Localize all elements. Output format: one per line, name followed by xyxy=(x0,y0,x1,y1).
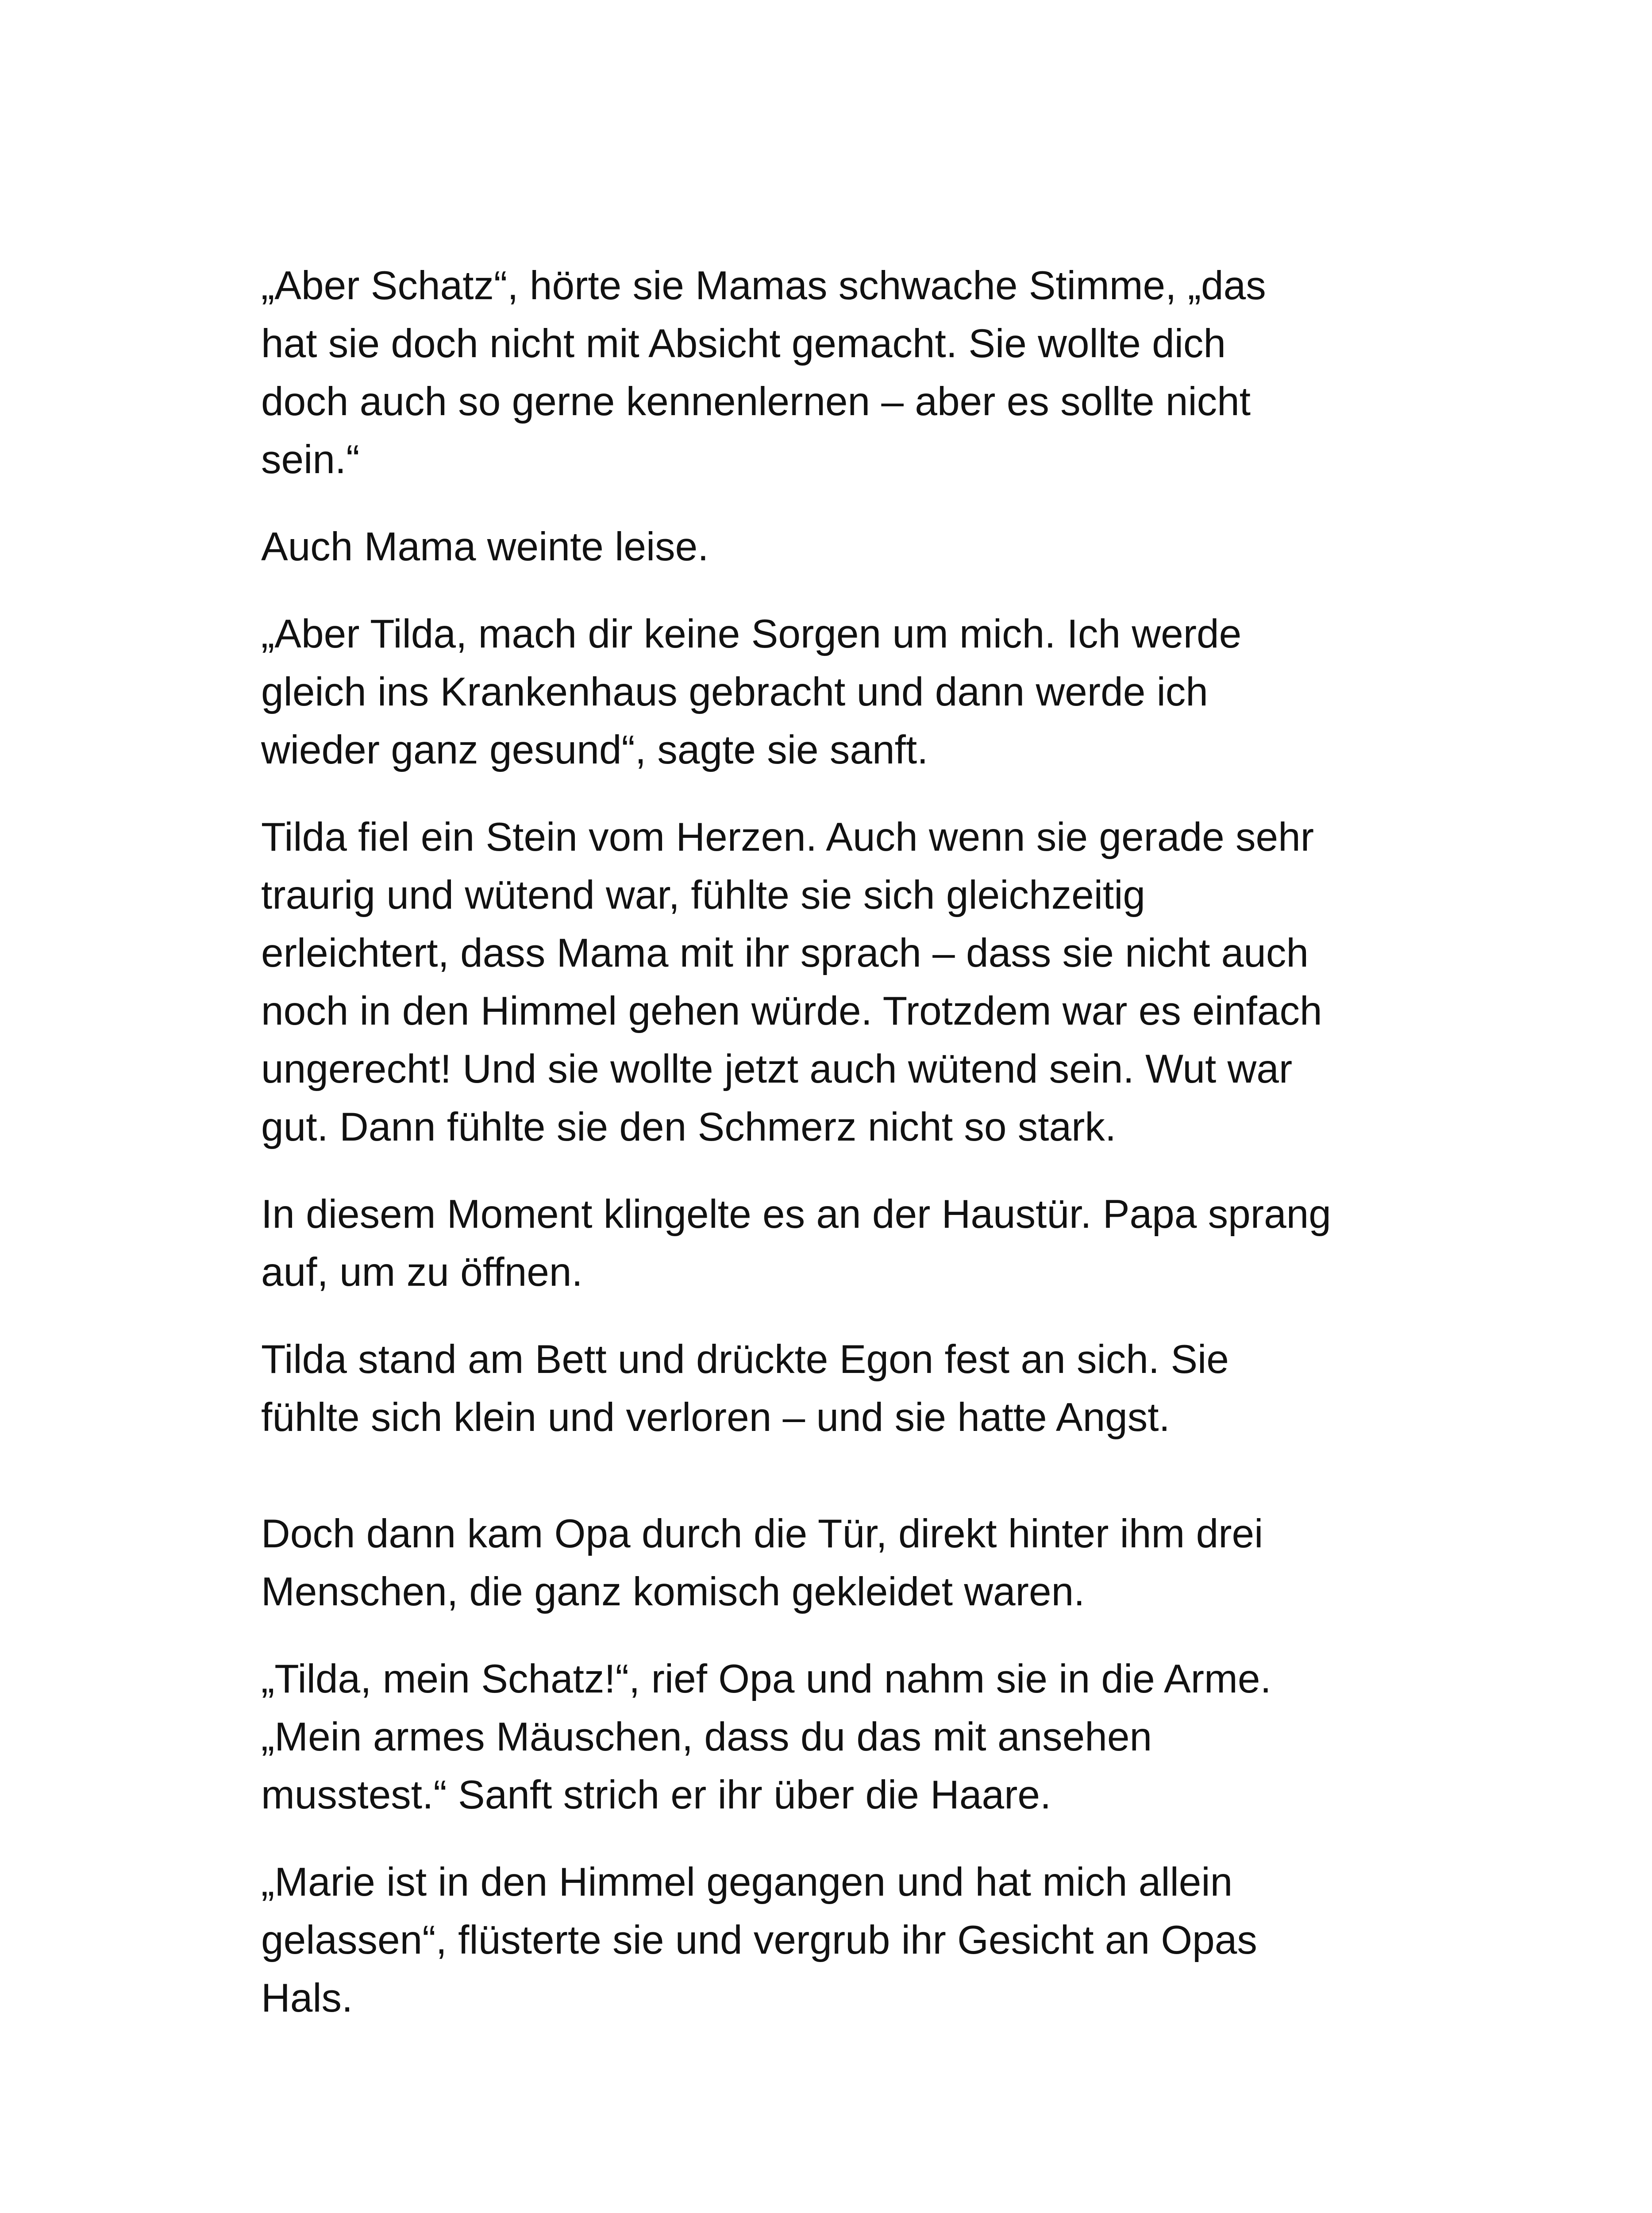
paragraph-7: Doch dann kam Opa durch die Tür, direkt hinter ihm drei Menschen, die ganz komisch gekleidet waren. xyxy=(261,1511,1263,1614)
paragraph-1: „Aber Schatz“, hörte sie Mamas schwache Stimme, „das hat sie doch nicht mit Absicht gemacht. Sie wollte dich doch auch so gerne kennenlernen – aber es sollte nicht sein.“ xyxy=(261,263,1266,482)
paragraph-8: „Tilda, mein Schatz!“, rief Opa und nahm sie in die Arme. „Mein armes Mäuschen, dass du das mit ansehen musstest.“ Sanft strich er ihr über die Haare. xyxy=(261,1657,1271,1817)
paragraph-5: In diesem Moment klingelte es an der Haustür. Papa sprang auf, um zu öffnen. xyxy=(261,1192,1331,1295)
paragraph-4: Tilda fiel ein Stein vom Herzen. Auch wenn sie gerade sehr traurig und wütend war, fühlte sie sich gleichzeitig erleichtert, dass Mama mit ihr sprach – dass sie nicht auch noch in den Himmel gehen würde. Trotzdem war es einfach ungerecht! Und sie wollte jetzt auch wütend sein. Wut war gut. Dann fühlte sie den Schmerz nicht so stark. xyxy=(261,815,1322,1149)
paragraph-9: „Marie ist in den Himmel gegangen und hat mich allein gelassen“, flüsterte sie und vergrub ihr Gesicht an Opas Hals. xyxy=(261,1860,1257,2020)
paragraph-2: Auch Mama weinte leise. xyxy=(261,524,709,569)
story-text xyxy=(261,257,1429,2056)
paragraph-6: Tilda stand am Bett und drückte Egon fest an sich. Sie fühlte sich klein und verloren – und sie hatte Angst. xyxy=(261,1337,1229,1440)
paragraph-3: „Aber Tilda, mach dir keine Sorgen um mich. Ich werde gleich ins Krankenhaus gebracht und dann werde ich wieder ganz gesund“, sagte sie sanft. xyxy=(261,612,1242,772)
